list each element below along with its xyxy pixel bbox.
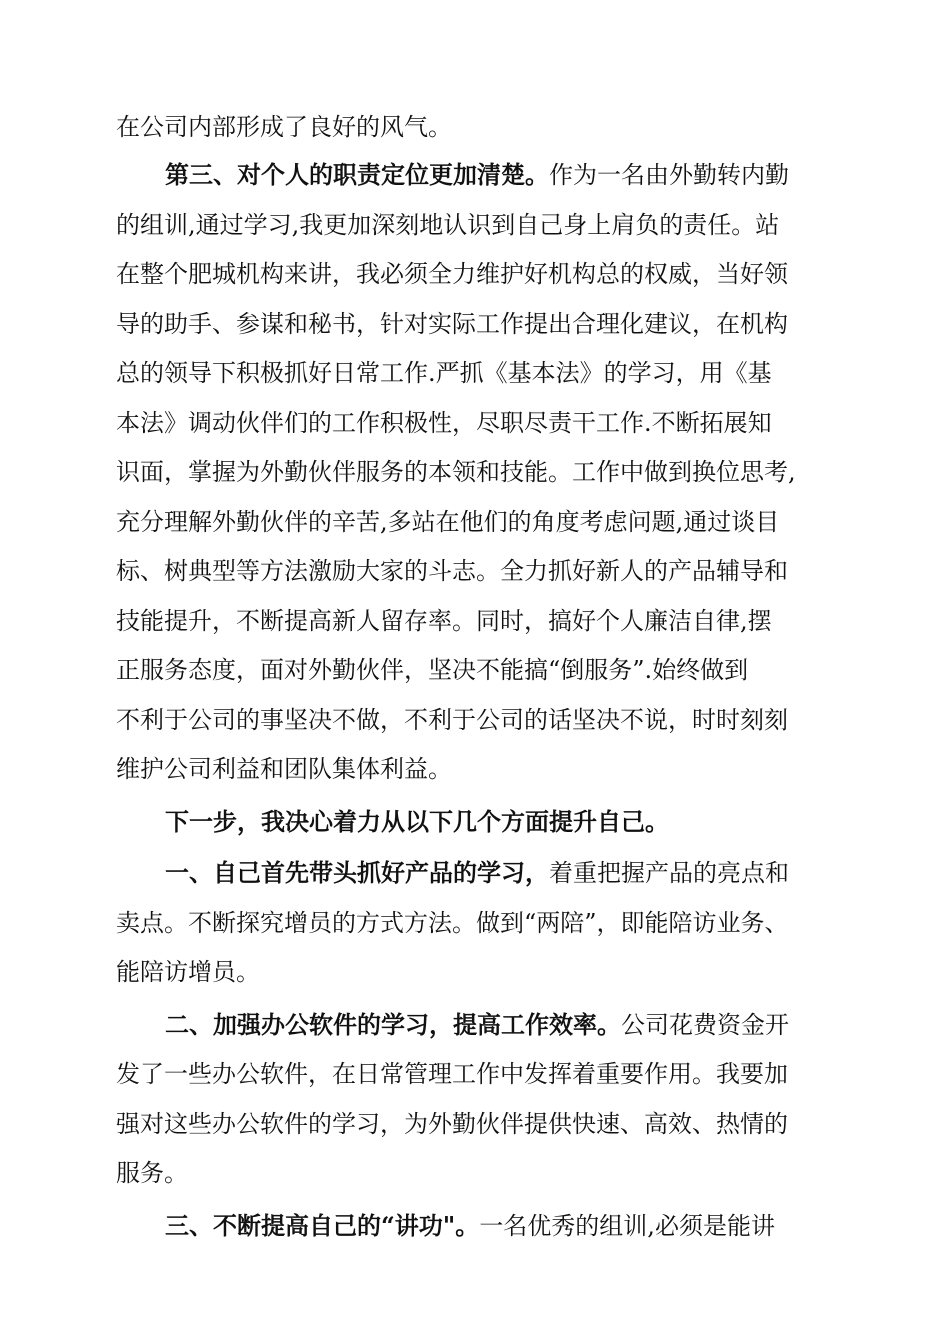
text-run: 总的领导下积极抓好日常工作.严抓《基本法》的学习，用《基 <box>116 359 772 387</box>
text-run: 一名优秀的组训,必须是能讲 <box>479 1212 775 1240</box>
text-run: 在整个肥城机构来讲，我必须全力维护好机构总的权威，当好领 <box>116 260 788 288</box>
text-line <box>116 1104 846 1144</box>
text-line <box>116 700 846 740</box>
text-line <box>116 601 846 641</box>
text-run: 识面，掌握为外勤伙伴服务的本领和技能。工作中做到换位思考, <box>116 458 796 486</box>
text-line <box>116 551 846 591</box>
paragraph-heading-line <box>165 1005 850 1045</box>
text-line <box>116 1153 846 1193</box>
text-line <box>116 952 846 992</box>
text-run: 本法》调动伙伴们的工作积极性，尽职尽责干工作.不断拓展知 <box>116 409 772 437</box>
text-run: 强对这些办公软件的学习，为外勤伙伴提供快速、高效、热情的 <box>116 1110 788 1138</box>
bold-heading-run: 下一步，我决心着力从以下几个方面提升自己。 <box>165 807 669 836</box>
text-run: 不利于公司的事坚决不做，不利于公司的话坚决不说，时时刻刻 <box>116 706 788 734</box>
text-line <box>116 650 846 690</box>
text-line <box>116 749 846 789</box>
text-run: 作为一名由外勤转内勤 <box>549 161 789 189</box>
text-run: 充分理解外勤伙伴的辛苦,多站在他们的角度考虑问题,通过谈目 <box>116 508 780 536</box>
bold-heading-run: 三、不断提高自己的“讲功"。 <box>165 1211 480 1240</box>
text-line <box>116 452 846 492</box>
text-line <box>116 502 846 542</box>
bold-heading-run: 一、自己首先带头抓好产品的学习， <box>165 858 549 887</box>
text-run: 技能提升，不断提高新人留存率。同时，搞好个人廉洁自律,摆 <box>116 607 772 635</box>
text-run: 标、树典型等方法激励大家的斗志。全力抓好新人的产品辅导和 <box>116 557 788 585</box>
text-run: 发了一些办公软件，在日常管理工作中发挥着重要作用。我要加 <box>116 1060 788 1088</box>
bold-heading-run: 二、加强办公软件的学习，提高工作效率。 <box>165 1010 621 1039</box>
text-line <box>116 254 846 294</box>
text-line <box>116 903 846 943</box>
section-heading-line <box>165 802 850 842</box>
text-run: 卖点。不断探究增员的方式方法。做到“两陪”，即能陪访业务、 <box>116 909 789 937</box>
text-line <box>116 304 846 344</box>
text-line <box>116 1054 846 1094</box>
paragraph-heading-line <box>165 155 850 195</box>
text-run: 的组训,通过学习,我更加深刻地认识到自己身上肩负的责任。站 <box>116 211 780 239</box>
paragraph-heading-line <box>165 1206 850 1246</box>
text-run: 导的助手、参谋和秘书，针对实际工作提出合理化建议，在机构 <box>116 310 788 338</box>
text-run: 公司花费资金开 <box>621 1011 789 1039</box>
text-line <box>116 353 846 393</box>
text-run: 正服务态度，面对外勤伙伴，坚决不能搞“倒服务”.始终做到 <box>116 656 749 684</box>
text-run: 服务。 <box>116 1159 188 1187</box>
paragraph-heading-line <box>165 853 850 893</box>
text-line <box>116 107 846 147</box>
text-run: 能陪访增员。 <box>116 958 260 986</box>
bold-heading-run: 第三、对个人的职责定位更加清楚。 <box>165 160 549 189</box>
text-run: 着重把握产品的亮点和 <box>549 859 789 887</box>
text-line <box>116 205 846 245</box>
text-run: 维护公司利益和团队集体利益。 <box>116 755 452 783</box>
text-line <box>116 403 846 443</box>
text-run: 在公司内部形成了良好的风气。 <box>116 113 452 141</box>
